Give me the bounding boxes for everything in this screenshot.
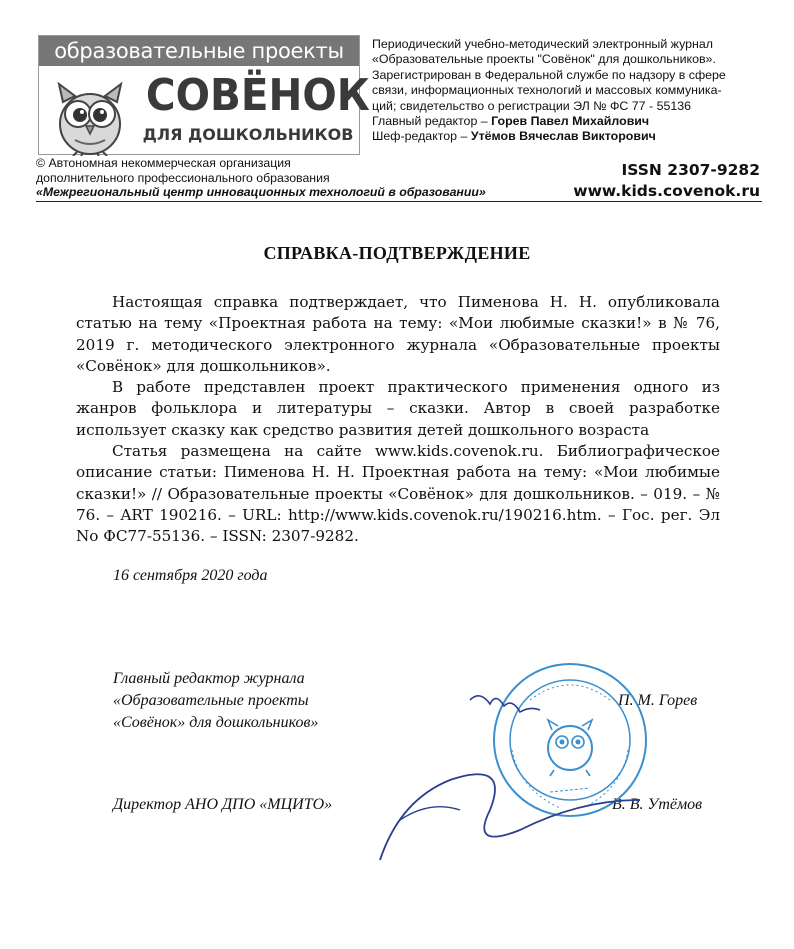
body-paragraph: Статья размещена на сайте www.kids.covenok.ru. Библиографическое описание статьи: Пименова Н. Н. Проектная работа на тему: «Мои любимые сказки!» // Образовательные проекты «Совёнок» для дошкольников. – 019. – № 76. – ART 190216. – URL: http://www.kids.covenok.ru/190216.htm. – Гос. рег. Эл No ФС77-55136. – ISSN: 2307-9282. xyxy=(76,442,720,546)
org-line: дополнительного профессионального образования xyxy=(36,170,330,185)
journal-info xyxy=(372,37,762,145)
editor-title-line: «Образовательные проекты xyxy=(113,692,309,709)
info-line: «Образовательные проекты "Совёнок" для дошкольников». xyxy=(372,52,716,67)
editor-title-line: Главный редактор журнала xyxy=(113,670,305,687)
header-divider xyxy=(36,201,762,202)
document-date: 16 сентября 2020 года xyxy=(113,567,268,584)
chief-editor-line xyxy=(372,114,762,129)
director-title: Директор АНО ДПО «МЦИТО» xyxy=(113,796,333,813)
director-name: В. В. Утёмов xyxy=(612,796,703,813)
site-url: www.kids.covenok.ru xyxy=(573,182,760,200)
handwritten-signature xyxy=(340,670,640,870)
logo-top-text: образовательные проекты xyxy=(39,36,359,66)
managing-editor-line xyxy=(372,129,762,144)
info-line: Периодический учебно-методический электронный журнал xyxy=(372,37,714,51)
info-line: ций; свидетельство о регистрации ЭЛ № ФС 77 - 55136 xyxy=(372,98,692,113)
chief-editor-label: Главный редактор – xyxy=(372,114,488,129)
chief-editor-name: Горев Павел Михайлович xyxy=(491,114,650,129)
document-body xyxy=(76,292,720,548)
issn-block xyxy=(573,160,760,202)
document-title: СПРАВКА-ПОДТВЕРЖДЕНИЕ xyxy=(263,243,531,263)
logo-subtitle: ДЛЯ ДОШКОЛЬНИКОВ xyxy=(142,125,354,144)
logo-brand-text: СОВЁНОК xyxy=(145,70,370,121)
org-name: «Межрегиональный центр инновационных технологий в образовании» xyxy=(36,185,486,199)
body-paragraph: В работе представлен проект практического применения одного из жанров фольклора и литературы – сказки. Автор в своей разработке использует сказку как средство развития детей дошкольного возраста xyxy=(76,378,720,439)
body-paragraph: Настоящая справка подтверждает, что Пименова Н. Н. опубликовала статью на тему «Проектная работа на тему: «Мои любимые сказки!» в № 76, 2019 г. методического электронного журнала «Образовательные проекты «Совёнок» для дошкольников». xyxy=(76,293,720,375)
publisher-org xyxy=(36,156,516,200)
managing-editor-label: Шеф-редактор – xyxy=(372,129,468,144)
editor-title-line: «Совёнок» для дошкольников» xyxy=(113,714,319,731)
managing-editor-name: Утёмов Вячеслав Викторович xyxy=(470,129,656,144)
issn-number: ISSN 2307-9282 xyxy=(621,161,760,179)
journal-logo xyxy=(38,35,370,155)
owl-mascot-icon xyxy=(45,72,135,156)
info-line: связи, информационных технологий и массовых коммуника- xyxy=(372,83,722,98)
info-line: Зарегистрирован в Федеральной службе по надзору в сфере xyxy=(372,67,726,82)
editor-title xyxy=(113,668,318,734)
org-line: © Автономная некоммерческая организация xyxy=(36,156,291,170)
editor-name: П. М. Горев xyxy=(618,692,698,709)
